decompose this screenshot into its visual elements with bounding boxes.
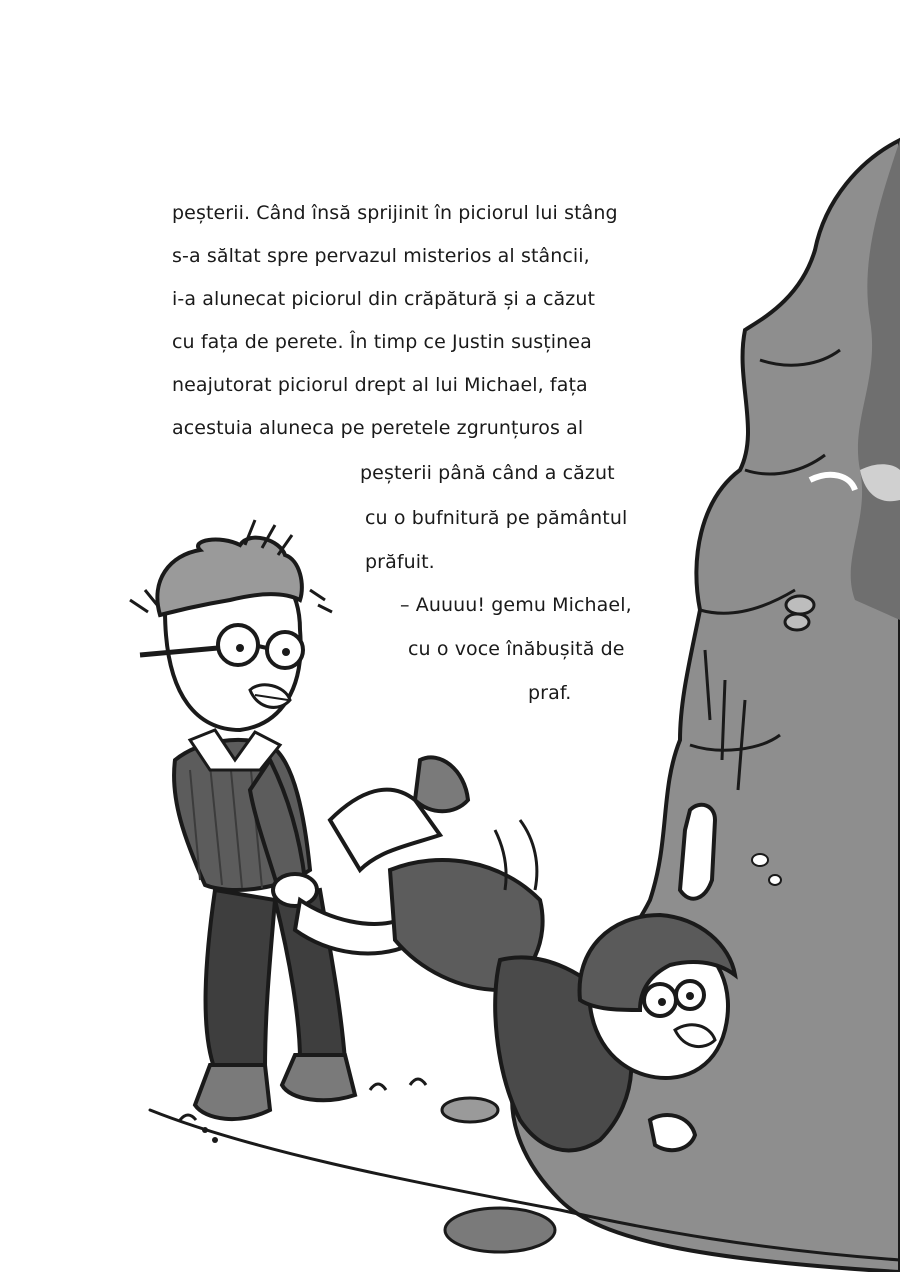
story-line-3: i-a alunecat piciorul din crăpătură și a căzut bbox=[172, 288, 596, 310]
story-line-6: acestuia aluneca pe peretele zgrunțuros al bbox=[172, 417, 584, 439]
story-line-1: peșterii. Când însă sprijinit în piciorul lui stâng bbox=[172, 202, 618, 224]
story-line-8: cu o bufnitură pe pământul bbox=[365, 507, 628, 529]
story-line-9: prăfuit. bbox=[365, 551, 435, 573]
story-line-2: s-a săltat spre pervazul misterios al stâncii, bbox=[172, 245, 590, 267]
story-line-4: cu fața de perete. În timp ce Justin susținea bbox=[172, 331, 592, 353]
dialogue-line-3: praf. bbox=[528, 682, 572, 704]
story-line-7: peșterii până când a căzut bbox=[360, 462, 615, 484]
dialogue-line-2: cu o voce înăbușită de bbox=[408, 638, 625, 660]
justin-character bbox=[130, 520, 355, 1119]
story-line-5: neajutorat piciorul drept al lui Michael, fața bbox=[172, 374, 588, 396]
dialogue-line-1: – Auuuu! gemu Michael, bbox=[400, 594, 632, 616]
